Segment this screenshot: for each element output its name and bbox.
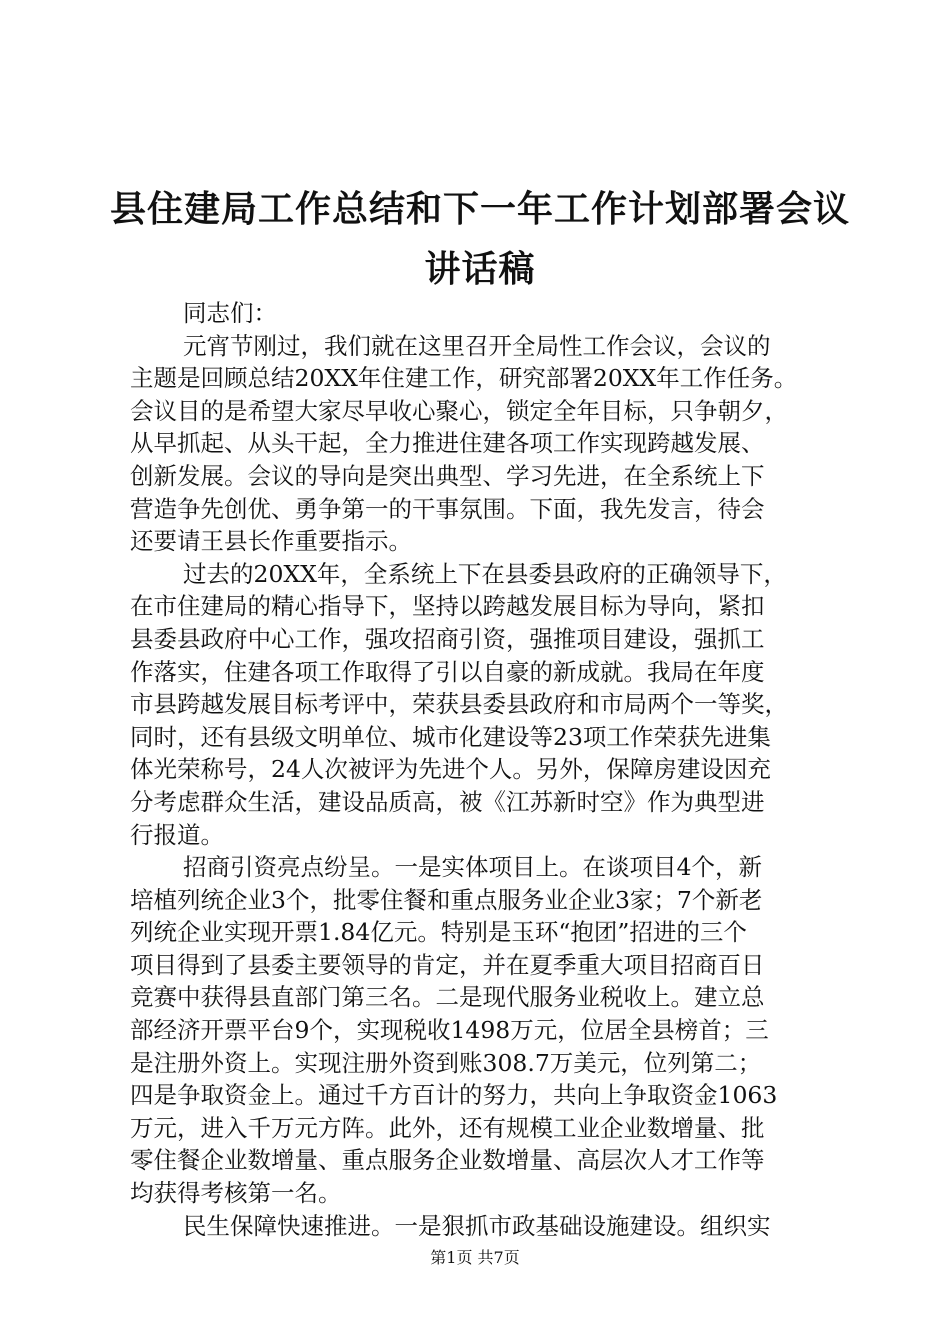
body-text-line: 竞赛中获得县直部门第三名。二是现代服务业税收上。建立总 — [130, 983, 765, 1012]
document-title-line-2: 讲话稿 — [424, 249, 536, 290]
body-text-line: 作落实，住建各项工作取得了引以自豪的新成就。我局在年度 — [130, 657, 765, 686]
body-text-line: 还要请王县长作重要指示。 — [130, 527, 412, 556]
body-text-line: 体光荣称号，24人次被评为先进个人。另外，保障房建设因充 — [130, 755, 771, 784]
body-text-line: 培植列统企业3个，批零住餐和重点服务业企业3家；7个新老 — [130, 885, 763, 914]
body-text-line: 市县跨越发展目标考评中，荣获县委县政府和市局两个一等奖， — [130, 690, 788, 719]
page-footer: 第1页 共7页 — [430, 1248, 520, 1267]
document-body — [130, 297, 830, 1242]
body-text-line: 四是争取资金上。通过千方百计的努力，共向上争取资金1063 — [130, 1081, 778, 1110]
body-text-line: 是注册外资上。实现注册外资到账308.7万美元，位列第二； — [130, 1048, 762, 1077]
body-text-line: 分考虑群众生活，建设品质高，被《江苏新时空》作为典型进 — [130, 787, 765, 816]
body-text-line: 营造争先创优、勇争第一的干事氛围。下面，我先发言，待会 — [130, 494, 765, 523]
body-text-line: 会议目的是希望大家尽早收心聚心，锁定全年目标，只争朝夕， — [130, 396, 788, 425]
body-text-line: 在市住建局的精心指导下，坚持以跨越发展目标为导向，紧扣 — [130, 592, 765, 621]
body-text-line: 从早抓起、从头干起，全力推进住建各项工作实现跨越发展、 — [130, 429, 765, 458]
salutation: 同志们： — [183, 299, 277, 327]
body-text-line: 项目得到了县委主要领导的肯定，并在夏季重大项目招商百日 — [130, 950, 765, 979]
body-text-line: 万元，进入千万元方阵。此外，还有规模工业企业数增量、批 — [130, 1113, 765, 1142]
body-text-line: 零住餐企业数增量、重点服务企业数增量、高层次人才工作等 — [130, 1146, 765, 1175]
body-text-line: 行报道。 — [130, 820, 224, 849]
body-text-line: 过去的20XX年，全系统上下在县委县政府的正确领导下， — [183, 559, 787, 588]
body-text-line: 元宵节刚过，我们就在这里召开全局性工作会议，会议的 — [183, 331, 771, 360]
body-text-line: 列统企业实现开票1.84亿元。特别是玉环“抱团”招进的三个 — [130, 918, 747, 947]
body-text-line: 主题是回顾总结20XX年住建工作，研究部署20XX年工作任务。 — [130, 364, 798, 393]
body-text-line: 部经济开票平台9个，实现税收1498万元，位居全县榜首；三 — [130, 1016, 769, 1045]
body-text-line: 同时，还有县级文明单位、城市化建设等23项工作荣获先进集 — [130, 722, 771, 751]
body-text-line: 县委县政府中心工作，强攻招商引资，强推项目建设，强抓工 — [130, 624, 765, 653]
body-text-line: 招商引资亮点纷呈。一是实体项目上。在谈项目4个，新 — [183, 853, 762, 882]
body-text-line: 创新发展。会议的导向是突出典型、学习先进，在全系统上下 — [130, 461, 765, 490]
body-text-line: 均获得考核第一名。 — [130, 1179, 342, 1208]
body-text-line: 民生保障快速推进。一是狠抓市政基础设施建设。组织实 — [183, 1211, 771, 1240]
document-title-line-1: 县住建局工作总结和下一年工作计划部署会议 — [110, 189, 851, 230]
